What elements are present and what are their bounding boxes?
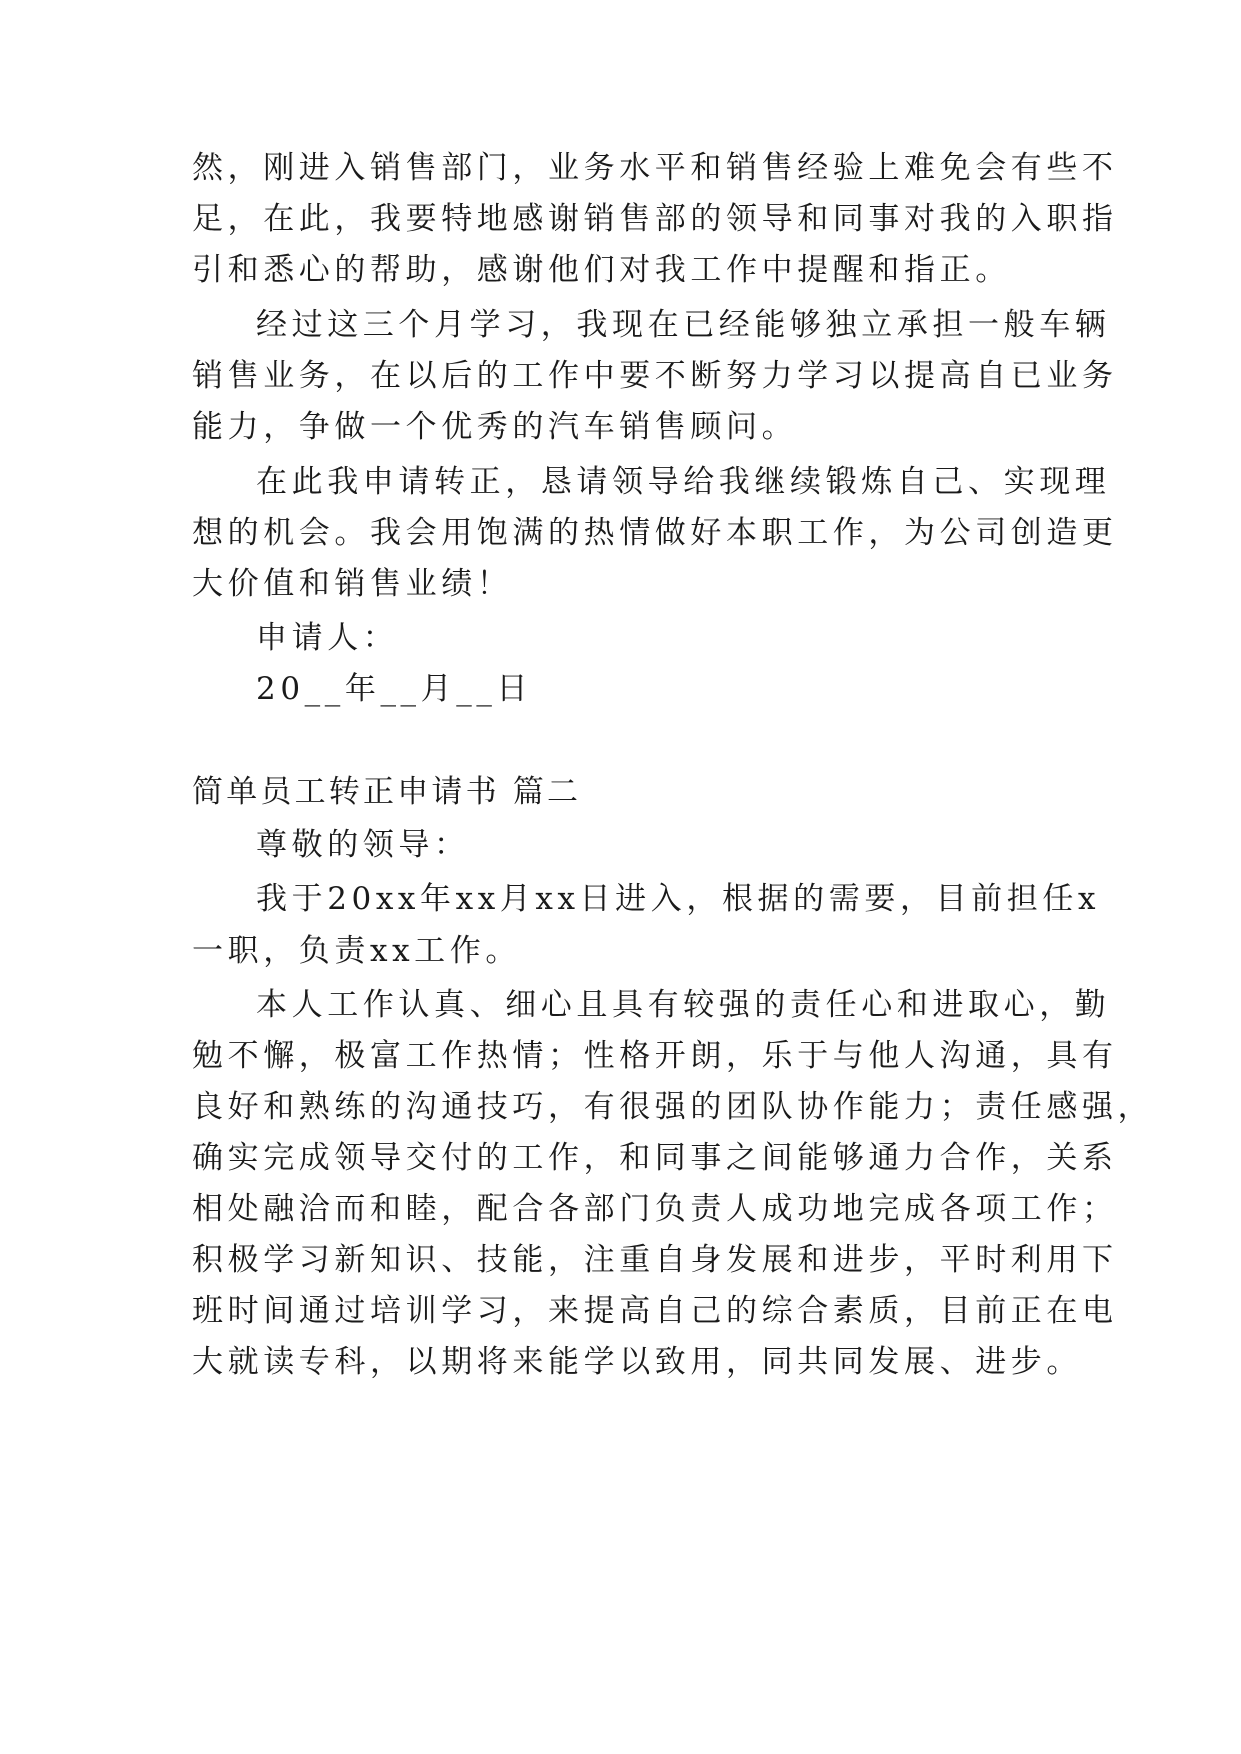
paragraph-line: 经过这三个月学习，我现在已经能够独立承担一般车辆 bbox=[256, 307, 1111, 343]
applicant-label: 申请人： bbox=[256, 620, 399, 656]
paragraph-line: 班时间通过培训学习，来提高自己的综合素质，目前正在电 bbox=[192, 1293, 1118, 1329]
paragraph-line: 引和悉心的帮助，感谢他们对我工作中提醒和指正。 bbox=[192, 252, 1011, 288]
paragraph-line: 然，刚进入销售部门，业务水平和销售经验上难免会有些不 bbox=[192, 150, 1118, 186]
paragraph-line: 销售业务，在以后的工作中要不断努力学习以提高自已业务 bbox=[192, 358, 1118, 394]
paragraph-line: 本人工作认真、细心且具有较强的责任心和进取心，勤 bbox=[256, 987, 1111, 1023]
salutation: 尊敬的领导： bbox=[256, 827, 470, 863]
paragraph-line: 想的机会。我会用饱满的热情做好本职工作，为公司创造更 bbox=[192, 515, 1118, 551]
paragraph-line: 足，在此，我要特地感谢销售部的领导和同事对我的入职指 bbox=[192, 201, 1118, 237]
paragraph-line: 良好和熟练的沟通技巧，有很强的团队协作能力；责任感强， bbox=[192, 1089, 1154, 1125]
paragraph-line: 能力，争做一个优秀的汽车销售顾问。 bbox=[192, 409, 798, 445]
paragraph-line: 大价值和销售业绩！ bbox=[192, 566, 513, 602]
paragraph-line: 一职，负责xx工作。 bbox=[192, 933, 521, 969]
paragraph-line: 我于20xx年xx月xx日进入，根据的需要，目前担任x bbox=[256, 881, 1101, 917]
paragraph-line: 在此我申请转正，恳请领导给我继续锻炼自己、实现理 bbox=[256, 464, 1111, 500]
paragraph-line: 大就读专科，以期将来能学以致用，同共同发展、进步。 bbox=[192, 1344, 1082, 1380]
paragraph-line: 勉不懈，极富工作热情；性格开朗，乐于与他人沟通，具有 bbox=[192, 1038, 1118, 1074]
paragraph-line: 积极学习新知识、技能，注重自身发展和进步，平时利用下 bbox=[192, 1242, 1118, 1278]
paragraph-line: 相处融洽而和睦，配合各部门负责人成功地完成各项工作； bbox=[192, 1191, 1118, 1227]
date-line: 20__年__月__日 bbox=[256, 671, 533, 707]
paragraph-line: 确实完成领导交付的工作，和同事之间能够通力合作，关系 bbox=[192, 1140, 1118, 1176]
section-title: 简单员工转正申请书 篇二 bbox=[192, 774, 582, 810]
